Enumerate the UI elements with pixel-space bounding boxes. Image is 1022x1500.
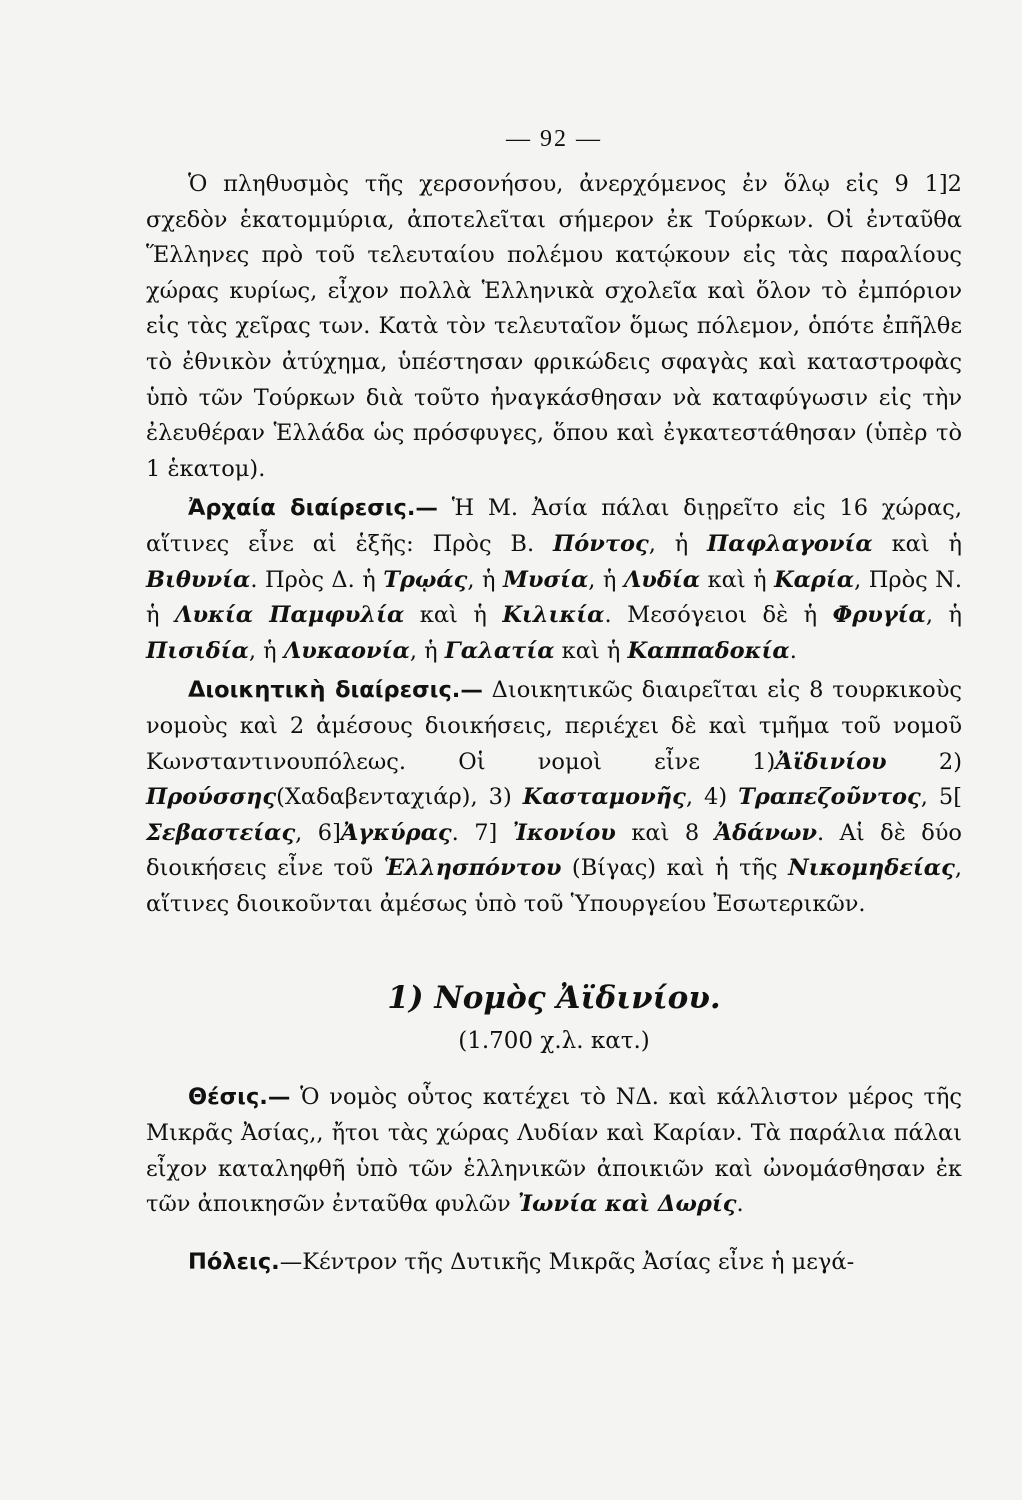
paragraph-population: Ὁ πληθυσμὸς τῆς χερσονήσου, ἀνερχόμενος ἐν ὅλῳ εἰς 9 1]2 σχεδὸν ἑκατομμύρια, ἀποτελεῖται σήμερον ἐκ Τούρκων. Οἱ ἐνταῦθα Ἕλληνες πρὸ τοῦ τελευταίου πολέμου κατῴκουν εἰς τὰς παραλίους χώρας κυρίως, εἶχον πολλὰ Ἑλληνικὰ σχολεῖα καὶ ὅλον τὸ ἐμπόριον εἰς τὰς χεῖρας των. Κατὰ τὸν τελευταῖον ὅμως πόλεμον, ὁπότε ἐπῆλθε τὸ ἐθνικὸν ἀτύχημα, ὑπέστησαν φρικώδεις σφαγὰς καὶ καταστροφὰς ὑπὸ τῶν Τούρκων διὰ τοῦτο ἠναγκάσθησαν νὰ καταφύγωσιν εἰς τὴν ἐλευθέραν Ἑλλάδα ὡς πρόσφυγες, ὅπου καὶ ἐγκατεστάθησαν (ὑπὲρ τὸ 1 ἑκατομ). (146, 171, 962, 482)
province-name: Τραπεζοῦντος (738, 784, 921, 811)
text-run: . Μεσόγειοι δὲ ἡ (604, 602, 833, 629)
place-name: Γαλατία (444, 637, 555, 664)
section-subtitle: (1.700 χ.λ. κατ.) (458, 1028, 650, 1055)
province-name: Προύσσης (146, 784, 277, 811)
text-run: , Πρὸς Ν. ἡ (146, 566, 963, 629)
text-run: , 6] (295, 819, 341, 846)
text-run: Ὁ νομὸς οὗτος κατέχει τὸ ΝΔ. καὶ κάλλιστον μέρος τῆς Μικρᾶς Ἀσίας,, ἤτοι τὰς χώρας Λυδίαν καὶ Καρίαν. Τὰ παράλια πάλαι εἶχον καταληφθῆ ὑπὸ τῶν ἑλληνικῶν ἀποικιῶν καὶ ὠνομάσθησαν ἐκ τῶν ἀποικησῶν ἐνταῦθα φυλῶν (146, 1084, 962, 1218)
text-run: Ἡ Μ. Ἀσία πάλαι διῃρεῖτο εἰς 16 χώρας, αἵτινες εἶνε αἱ ἑξῆς: Πρὸς Β. (146, 495, 962, 557)
text-run: καὶ ἡ (872, 530, 963, 557)
text-run: καὶ 8 (615, 819, 715, 846)
text-run: , ἡ (588, 566, 624, 593)
text-run: , ἡ (248, 637, 284, 664)
section-title: 1) Νομὸς Ἀϊδινίου. (387, 980, 721, 1017)
text-run: . (789, 637, 797, 664)
place-name: Λυκαονία (283, 637, 410, 664)
province-name: Ἰκονίου (512, 819, 616, 846)
text-run: , ἡ (409, 637, 445, 664)
place-name: Παφλαγονία (707, 530, 873, 557)
text-run: καὶ ἡ (700, 566, 775, 593)
place-name: Φρυγία (832, 602, 926, 629)
text-run: (Χαδαβενταχιάρ), 3) (276, 784, 523, 811)
region-name: Ἰωνία καὶ Δωρίς (517, 1191, 737, 1218)
heading-cities: Πόλεις. (188, 1248, 280, 1275)
heading-administrative-division: Διοικητικὴ διαίρεσις.— (188, 677, 483, 704)
paragraph-position (146, 1080, 962, 1222)
paragraph-ancient-division (146, 491, 962, 669)
place-name: Λυκία Παμφυλία (174, 602, 405, 629)
place-name: Καρία (774, 566, 855, 593)
place-name: Πόντος (552, 530, 649, 557)
text-run: , 4) (685, 784, 739, 811)
province-name: Ἀδάνων (714, 819, 818, 846)
heading-position: Θέσις.— (188, 1084, 291, 1111)
province-name: Κασταμονῆς (522, 784, 686, 811)
text-run: 2) (886, 748, 962, 775)
place-name: Πισιδία (146, 637, 249, 664)
text-run: . Πρὸς Δ. ἡ (250, 566, 384, 593)
province-name: Νικομηδείας (788, 855, 955, 882)
text-run: καὶ ἡ (404, 602, 503, 629)
place-name: Κιλικία (502, 602, 605, 629)
text-run: . 7] (451, 819, 513, 846)
place-name: Βιθυνία (146, 566, 251, 593)
place-name: Μυσία (502, 566, 589, 593)
place-name: Καππαδοκία (627, 637, 790, 664)
page-number: — 92 — (506, 126, 602, 152)
province-name: Ἀϊδινίου (775, 748, 887, 775)
text-run: Διοικητικῶς διαιρεῖται εἰς 8 τουρκικοὺς νομοὺς καὶ 2 ἀμέσους διοικήσεις, περιέχει δὲ καὶ τμῆμα τοῦ νομοῦ Κωνσταντινουπόλεως. Οἱ νομοὶ εἶνε 1) (146, 677, 962, 775)
text-run: (Βίγας) καὶ ἡ τῆς (561, 855, 789, 882)
text-run: , αἵτινες διοικοῦνται ἀμέσως ὑπὸ τοῦ Ὑπουργείου Ἐσωτερικῶν. (146, 855, 962, 917)
place-name: Λυδία (623, 566, 701, 593)
province-name: Ἀγκύρας (340, 819, 452, 846)
text-run: , 5[ (920, 784, 962, 811)
text-run: . (736, 1191, 744, 1218)
text-run: —Κέντρον τῆς Δυτικῆς Μικρᾶς Ἀσίας εἶνε ἡ μεγά- (279, 1248, 855, 1275)
heading-ancient-division: Ἀρχαία διαίρεσις.— (188, 495, 438, 522)
text-run: , ἡ (648, 530, 708, 557)
text-run: . Αἱ δὲ δύο διοικήσεις εἶνε τοῦ (146, 819, 962, 882)
text-run: , ἡ (925, 602, 962, 629)
province-name: Ἑλλησπόντου (383, 855, 562, 882)
province-name: Σεβαστείας (146, 819, 296, 846)
text-run: καὶ ἡ (554, 637, 628, 664)
paragraph-cities (146, 1245, 962, 1281)
paragraph-administrative-division (146, 673, 962, 922)
text-run: , ἡ (467, 566, 503, 593)
place-name: Τρῳάς (383, 566, 468, 593)
